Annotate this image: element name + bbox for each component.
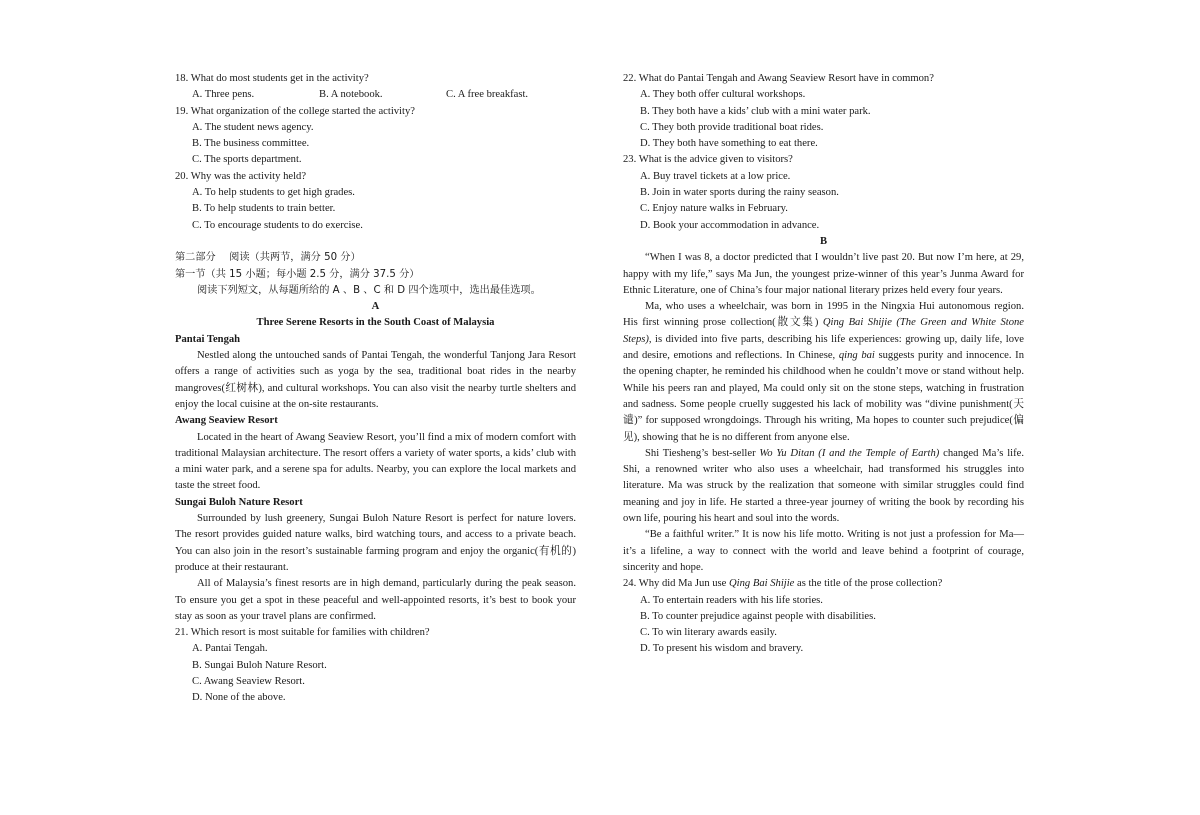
text-run: Ma, who uses a wheelchair, was born in 1995 in the Ningxia Hui autonomous region. His first winning prose collection(散文集) (623, 301, 1024, 329)
option: B. To help students to train better. (192, 203, 336, 215)
question-21: 21. Which resort is most suitable for families with children? (175, 627, 430, 639)
part-2-title: 第二部分 阅读（共两节，满分 50 分） (175, 252, 361, 264)
passage-b-letter: B (819, 235, 828, 247)
book-title: Qing Bai Shijie (729, 578, 795, 590)
book-title: Wo Yu Ditan (I and the Temple of Earth) (759, 447, 940, 459)
text-run: suggests purity and innocence. In the opening chapter, he reminded his childhood when he couldn’t move or stand without help. While his peers ran and played, Ma could only sit on the stone steps, watching in frustration and sadness. Some people cruelly suggested his lack of mobility was “divine punishment(天谴)” for supposed wrongdoings. Through his writing, Ma hopes to counter such prejudice(偏见), showing that he is no different from anyone else. (623, 350, 1024, 443)
resort-heading: Pantai Tengah (175, 333, 241, 345)
option: C. A free breakfast. (446, 89, 529, 101)
passage-b-paragraph (623, 299, 1024, 446)
text-run: 24. Why did Ma Jun use (623, 578, 730, 590)
option: B. Join in water sports during the rainy season. (640, 187, 839, 199)
resort-heading: Sungai Buloh Nature Resort (175, 496, 303, 508)
question-23: 23. What is the advice given to visitors? (623, 154, 793, 166)
option: C. To encourage students to do exercise. (192, 219, 363, 231)
option: C. The sports department. (192, 154, 302, 166)
option: A. To entertain readers with his life stories. (640, 594, 823, 606)
option: B. They both have a kids’ club with a mini water park. (640, 105, 871, 117)
question-24 (623, 576, 1024, 592)
option: D. They both have something to eat there. (640, 138, 818, 150)
option: D. None of the above. (192, 692, 286, 704)
option: B. A notebook. (319, 89, 383, 101)
question-20: 20. Why was the activity held? (175, 170, 307, 182)
option: D. Book your accommodation in advance. (640, 219, 820, 231)
question-19: 19. What organization of the college started the activity? (175, 105, 415, 117)
resort-paragraph: Surrounded by lush greenery, Sungai Buloh Nature Resort is perfect for nature lovers. The resort provides guided nature walks, bird watching tours, and access to a private beach. You can also join in the resort’s sustainable farming program and enjoy the organic(有机的) produce at their restaurant. (175, 513, 576, 573)
passage-b-paragraph: “When I was 8, a doctor predicted that I wouldn’t live past 20. But now I’m here, at 29, happy with my life,” says Ma Jun, the youngest prize-winner of this year’s Junma Award for Ethnic Literature, one of China’s four major national literary prizes held every four years. (623, 252, 1024, 296)
term: qing bai (838, 350, 875, 362)
book-title: Qing Bai Shijie (The Green and White Stone Steps), (623, 317, 1024, 345)
right-column (623, 71, 1024, 658)
option: A. Three pens. (192, 89, 255, 101)
resort-paragraph: Located in the heart of Awang Seaview Resort, you’ll find a mix of modern comfort with traditional Malaysian architecture. The resort offers a variety of water sports, a kids’ club with a mini water park, and a serene spa for adults. Nearby, you can explore the local markets and taste the street food. (175, 431, 576, 492)
option: A. To help students to get high grades. (192, 187, 355, 199)
option: C. To win literary awards easily. (640, 627, 777, 639)
option: C. Awang Seaview Resort. (192, 675, 305, 687)
resort-paragraph: Nestled along the untouched sands of Pantai Tengah, the wonderful Tanjong Jara Resort offers a range of activities such as yoga by the sea, traditional boat rides in the nearby mangroves(红树林), and cultural workshops. You can also visit the nearby turtle shelters and enjoy the local cuisine at the on-site restaurants. (175, 350, 576, 410)
option: C. Enjoy nature walks in February. (640, 203, 788, 215)
left-column (175, 71, 576, 707)
text-run: as the title of the prose collection? (794, 578, 943, 590)
question-18-options (175, 87, 576, 103)
text-run: changed Ma’s life. Shi, a renowned writer who also uses a wheelchair, had transformed his struggles into literature. Ma was struck by the realization that someone with similar struggles could find meaning and joy in life. He started a three-year journey of writing the book by recording his own life, pouring his heart and soul into the words. (623, 447, 1024, 525)
option: A. The student news agency. (192, 121, 314, 133)
section-1-title: 第一节（共 15 小题；每小题 2.5 分，满分 37.5 分） (175, 268, 420, 280)
resort-heading: Awang Seaview Resort (175, 415, 278, 427)
passage-a-title: Three Serene Resorts in the South Coast of Malaysia (256, 317, 495, 329)
reading-instructions: 阅读下列短文，从每题所给的 A 、B 、C 和 D 四个选项中，选出最佳选项。 (197, 284, 541, 296)
option: B. To counter prejudice against people with disabilities. (640, 610, 876, 622)
option: B. The business committee. (192, 138, 310, 150)
option: A. Buy travel tickets at a low price. (640, 170, 791, 182)
option: B. Sungai Buloh Nature Resort. (192, 659, 327, 671)
option: D. To present his wisdom and bravery. (640, 643, 804, 655)
option: A. Pantai Tengah. (192, 643, 268, 655)
passage-b-paragraph (623, 446, 1024, 527)
question-22: 22. What do Pantai Tengah and Awang Seaview Resort have in common? (623, 73, 934, 84)
passage-b-paragraph: “Be a faithful writer.” It is now his life motto. Writing is not just a profession for Ma—it’s a lifeline, a way to connect with the world and leave behind a footprint of courage, sincerity and hope. (623, 529, 1024, 573)
text-run: Shi Tiesheng’s best-seller (645, 447, 760, 459)
option: A. They both offer cultural workshops. (640, 89, 806, 101)
option: C. They both provide traditional boat rides. (640, 121, 824, 133)
spacer (175, 234, 576, 250)
passage-a-letter: A (371, 301, 380, 313)
text-run: is divided into five parts, describing his life experiences: growing up, daily life, love and desire, emotions and reflections. In Chinese, (623, 333, 1024, 362)
closing-paragraph: All of Malaysia’s finest resorts are in high demand, particularly during the peak season. To ensure you get a spot in these peaceful and well-appointed resorts, it’s best to book your stay as soon as your travel plans are confirmed. (175, 578, 576, 622)
question-18: 18. What do most students get in the activity? (175, 73, 369, 84)
